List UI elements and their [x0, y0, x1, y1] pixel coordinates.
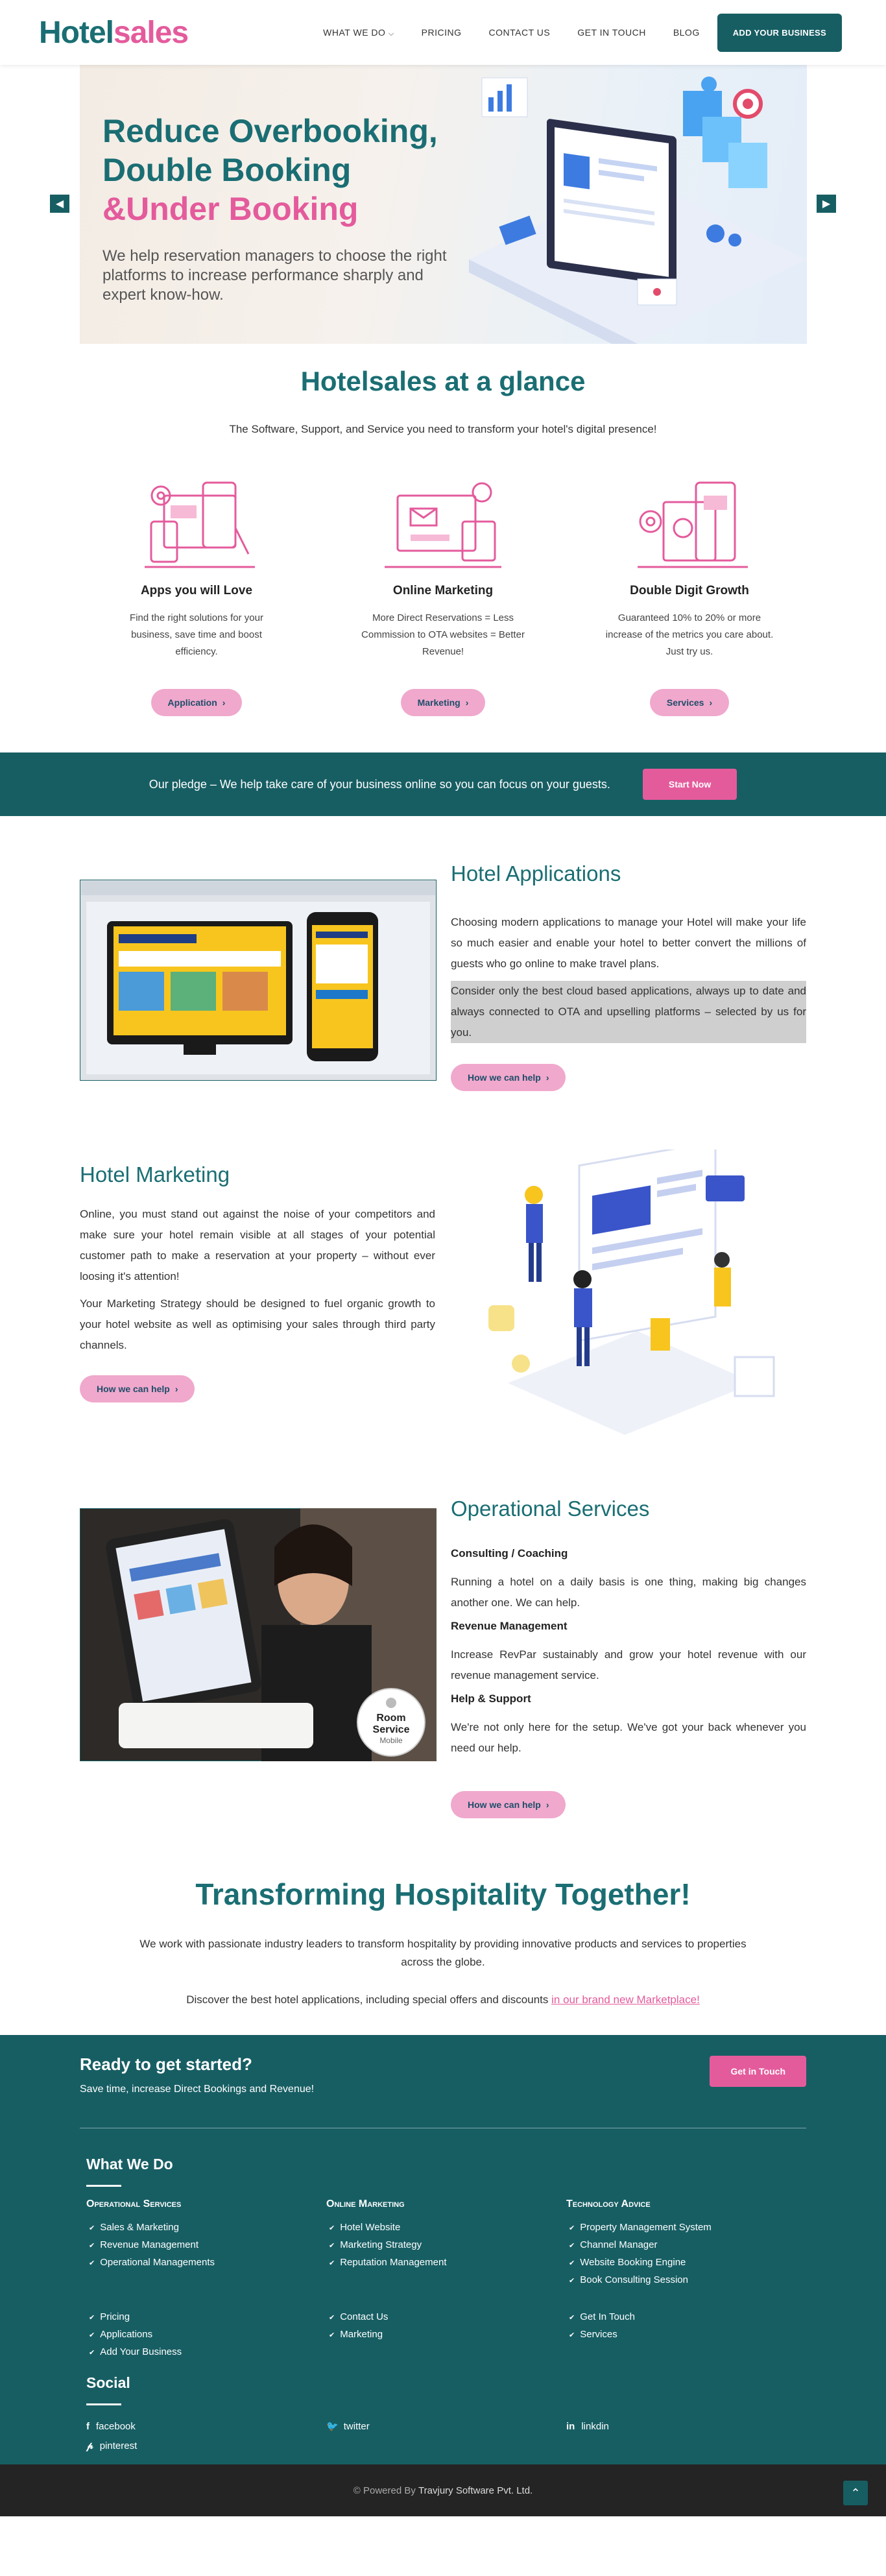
main-nav: [309, 14, 842, 52]
pinterest-icon: 𝓅: [86, 2440, 93, 2451]
feature-growth: Double Digit Growth Guaranteed 10% to 20% or more increase of the metrics you care about. Just try us. Services ›: [566, 470, 813, 716]
chevron-down-icon: ⌵: [388, 29, 394, 38]
get-in-touch-button[interactable]: Get in Touch: [710, 2056, 806, 2087]
operational-section: Room Service Mobile Operational Services Consulting / Coaching Running a hotel on a daily basis is one thing, making big changes another one. We can help. Revenue Management Increase RevPar sustainably and grow your hotel revenue with our revenue management service. Help & Support We're not only here for the setup. We've got your back whenever you need our help. How we can help ›: [0, 1497, 886, 1818]
applications-section: Hotel Applications Choosing modern applications to manage your Hotel will make your life so much easier and enable your hotel to better convert the millions of guests who go online to make travel plans. Consider only the best cloud based applications, always up to date and always connected to OTA and upselling platforms – selected by us for you. How we can help ›: [0, 861, 886, 1091]
chevron-right-icon: ›: [465, 697, 469, 708]
hero-illustration: [443, 65, 806, 344]
footer: Ready to get started? Save time, increase Direct Bookings and Revenue! Get in Touch What We Do Operational Services ✔ Sales & Marketing ✔ Revenue Management ✔ Operational Managements Online Marketing ✔ Hotel Website ✔ Marketing Strategy ✔ Reputation Management Technology Advice ✔ Property Management System ✔ Channel Manager ✔ Website Booking Engine ✔ Book Consulting Session ✔ Pricing ✔ Applications ✔ Add Your Business ✔ Contact Us ✔ Marketing ✔ Get In Touch ✔ Services Social f facebook 𝓅 pinterest 🐦 twitter in linkdin: [0, 2035, 886, 2464]
linkedin-icon: in: [566, 2421, 575, 2432]
facebook-icon: f: [86, 2421, 90, 2432]
marketing-help-button[interactable]: How we can help ›: [80, 1375, 195, 1402]
applications-screenshot: [80, 880, 437, 1081]
services-button[interactable]: Services ›: [650, 689, 729, 716]
chevron-right-icon: ›: [174, 1384, 178, 1394]
twitter-link[interactable]: 🐦 twitter: [326, 2421, 370, 2432]
ready-title: Ready to get started?: [80, 2054, 252, 2074]
operational-help-button[interactable]: How we can help ›: [451, 1791, 566, 1818]
svg-text:Room: Room: [376, 1713, 406, 1724]
pinterest-link[interactable]: 𝓅 pinterest: [86, 2440, 138, 2451]
marketing-button[interactable]: Marketing ›: [401, 689, 486, 716]
marketing-section: Hotel Marketing Online, you must stand out against the noise of your competitors and make sure your hotel remain visible at all stages of your potential customer path to make a reservation at your property – without ever loosing it's attention! Your Marketing Strategy should be designed to fuel organic growth to your hotel website as well as optimising your sales through third party channels. How we can help ›: [0, 1150, 886, 1438]
operational-title: Operational Services: [451, 1497, 650, 1521]
marketing-illustration: [449, 1150, 806, 1435]
nav-contact-us[interactable]: CONTACT US: [488, 27, 551, 38]
chevron-right-icon: ›: [545, 1800, 549, 1810]
glance-subtitle: The Software, Support, and Service you need to transform your hotel's digital presence!: [229, 423, 657, 435]
svg-text:Service: Service: [372, 1724, 410, 1735]
application-button[interactable]: Application ›: [151, 689, 243, 716]
operational-photo: [80, 1508, 437, 1761]
start-now-button[interactable]: Start Now: [643, 769, 737, 800]
applications-help-button[interactable]: How we can help ›: [451, 1064, 566, 1091]
apps-icon: [73, 470, 320, 573]
facebook-link[interactable]: f facebook: [86, 2421, 136, 2432]
chevron-right-icon: ›: [222, 697, 226, 708]
linkedin-link[interactable]: in linkdin: [566, 2421, 609, 2432]
marketing-icon: [320, 470, 566, 573]
feature-marketing: Online Marketing More Direct Reservations = Less Commission to OTA websites = Better Revenue! Marketing ›: [320, 470, 566, 716]
applications-title: Hotel Applications: [451, 861, 621, 885]
nav-get-in-touch[interactable]: GET IN TOUCH: [577, 27, 646, 38]
copyright-bar: © Powered By Travjury Software Pvt. Ltd. ⌃: [0, 2464, 886, 2516]
scroll-to-top-icon[interactable]: ⌃: [843, 2481, 868, 2505]
add-business-button[interactable]: ADD YOUR BUSINESS: [717, 14, 842, 52]
pledge-banner: Our pledge – We help take care of your business online so you can focus on your guests. Start Now: [0, 752, 886, 816]
hero-slide: [80, 65, 807, 344]
logo[interactable]: Hotel sales: [39, 15, 189, 50]
hero-subtitle: We help reservation managers to choose the right platforms to increase performance sharply and expert know-how.: [102, 247, 447, 304]
twitter-icon: 🐦: [326, 2421, 339, 2432]
transform-title: Transforming Hospitality Together!: [195, 1877, 691, 1911]
nav-pricing[interactable]: PRICING: [421, 27, 462, 38]
hero-title: Reduce Overbooking, Double Booking &Under Booking: [102, 113, 438, 227]
site-header: [0, 0, 886, 65]
transform-section: Transforming Hospitality Together! We work with passionate industry leaders to transform hospitality by providing innovative products and services to properties across the globe. Discover the best hotel applications, including special offers and discounts in our brand new Marketplace!: [0, 1877, 886, 2009]
marketing-title: Hotel Marketing: [80, 1162, 230, 1186]
marketplace-link[interactable]: in our brand new Marketplace!: [551, 1993, 700, 2006]
glance-title: Hotelsales at a glance: [300, 366, 586, 396]
next-slide-arrow-icon[interactable]: ▶: [817, 195, 836, 213]
glance-section: [0, 345, 886, 716]
chevron-right-icon: ›: [545, 1072, 549, 1083]
feature-apps: Apps you will Love Find the right solutions for your business, save time and boost efficiency. Application ›: [73, 470, 320, 716]
prev-slide-arrow-icon[interactable]: ◀: [50, 195, 69, 213]
svg-text:Mobile: Mobile: [379, 1736, 403, 1745]
growth-icon: [566, 470, 813, 573]
hero-slider: [0, 65, 886, 345]
nav-what-we-do[interactable]: WHAT WE DO ⌵: [323, 27, 394, 38]
chevron-right-icon: ›: [709, 697, 713, 708]
nav-blog[interactable]: BLOG: [673, 27, 700, 38]
